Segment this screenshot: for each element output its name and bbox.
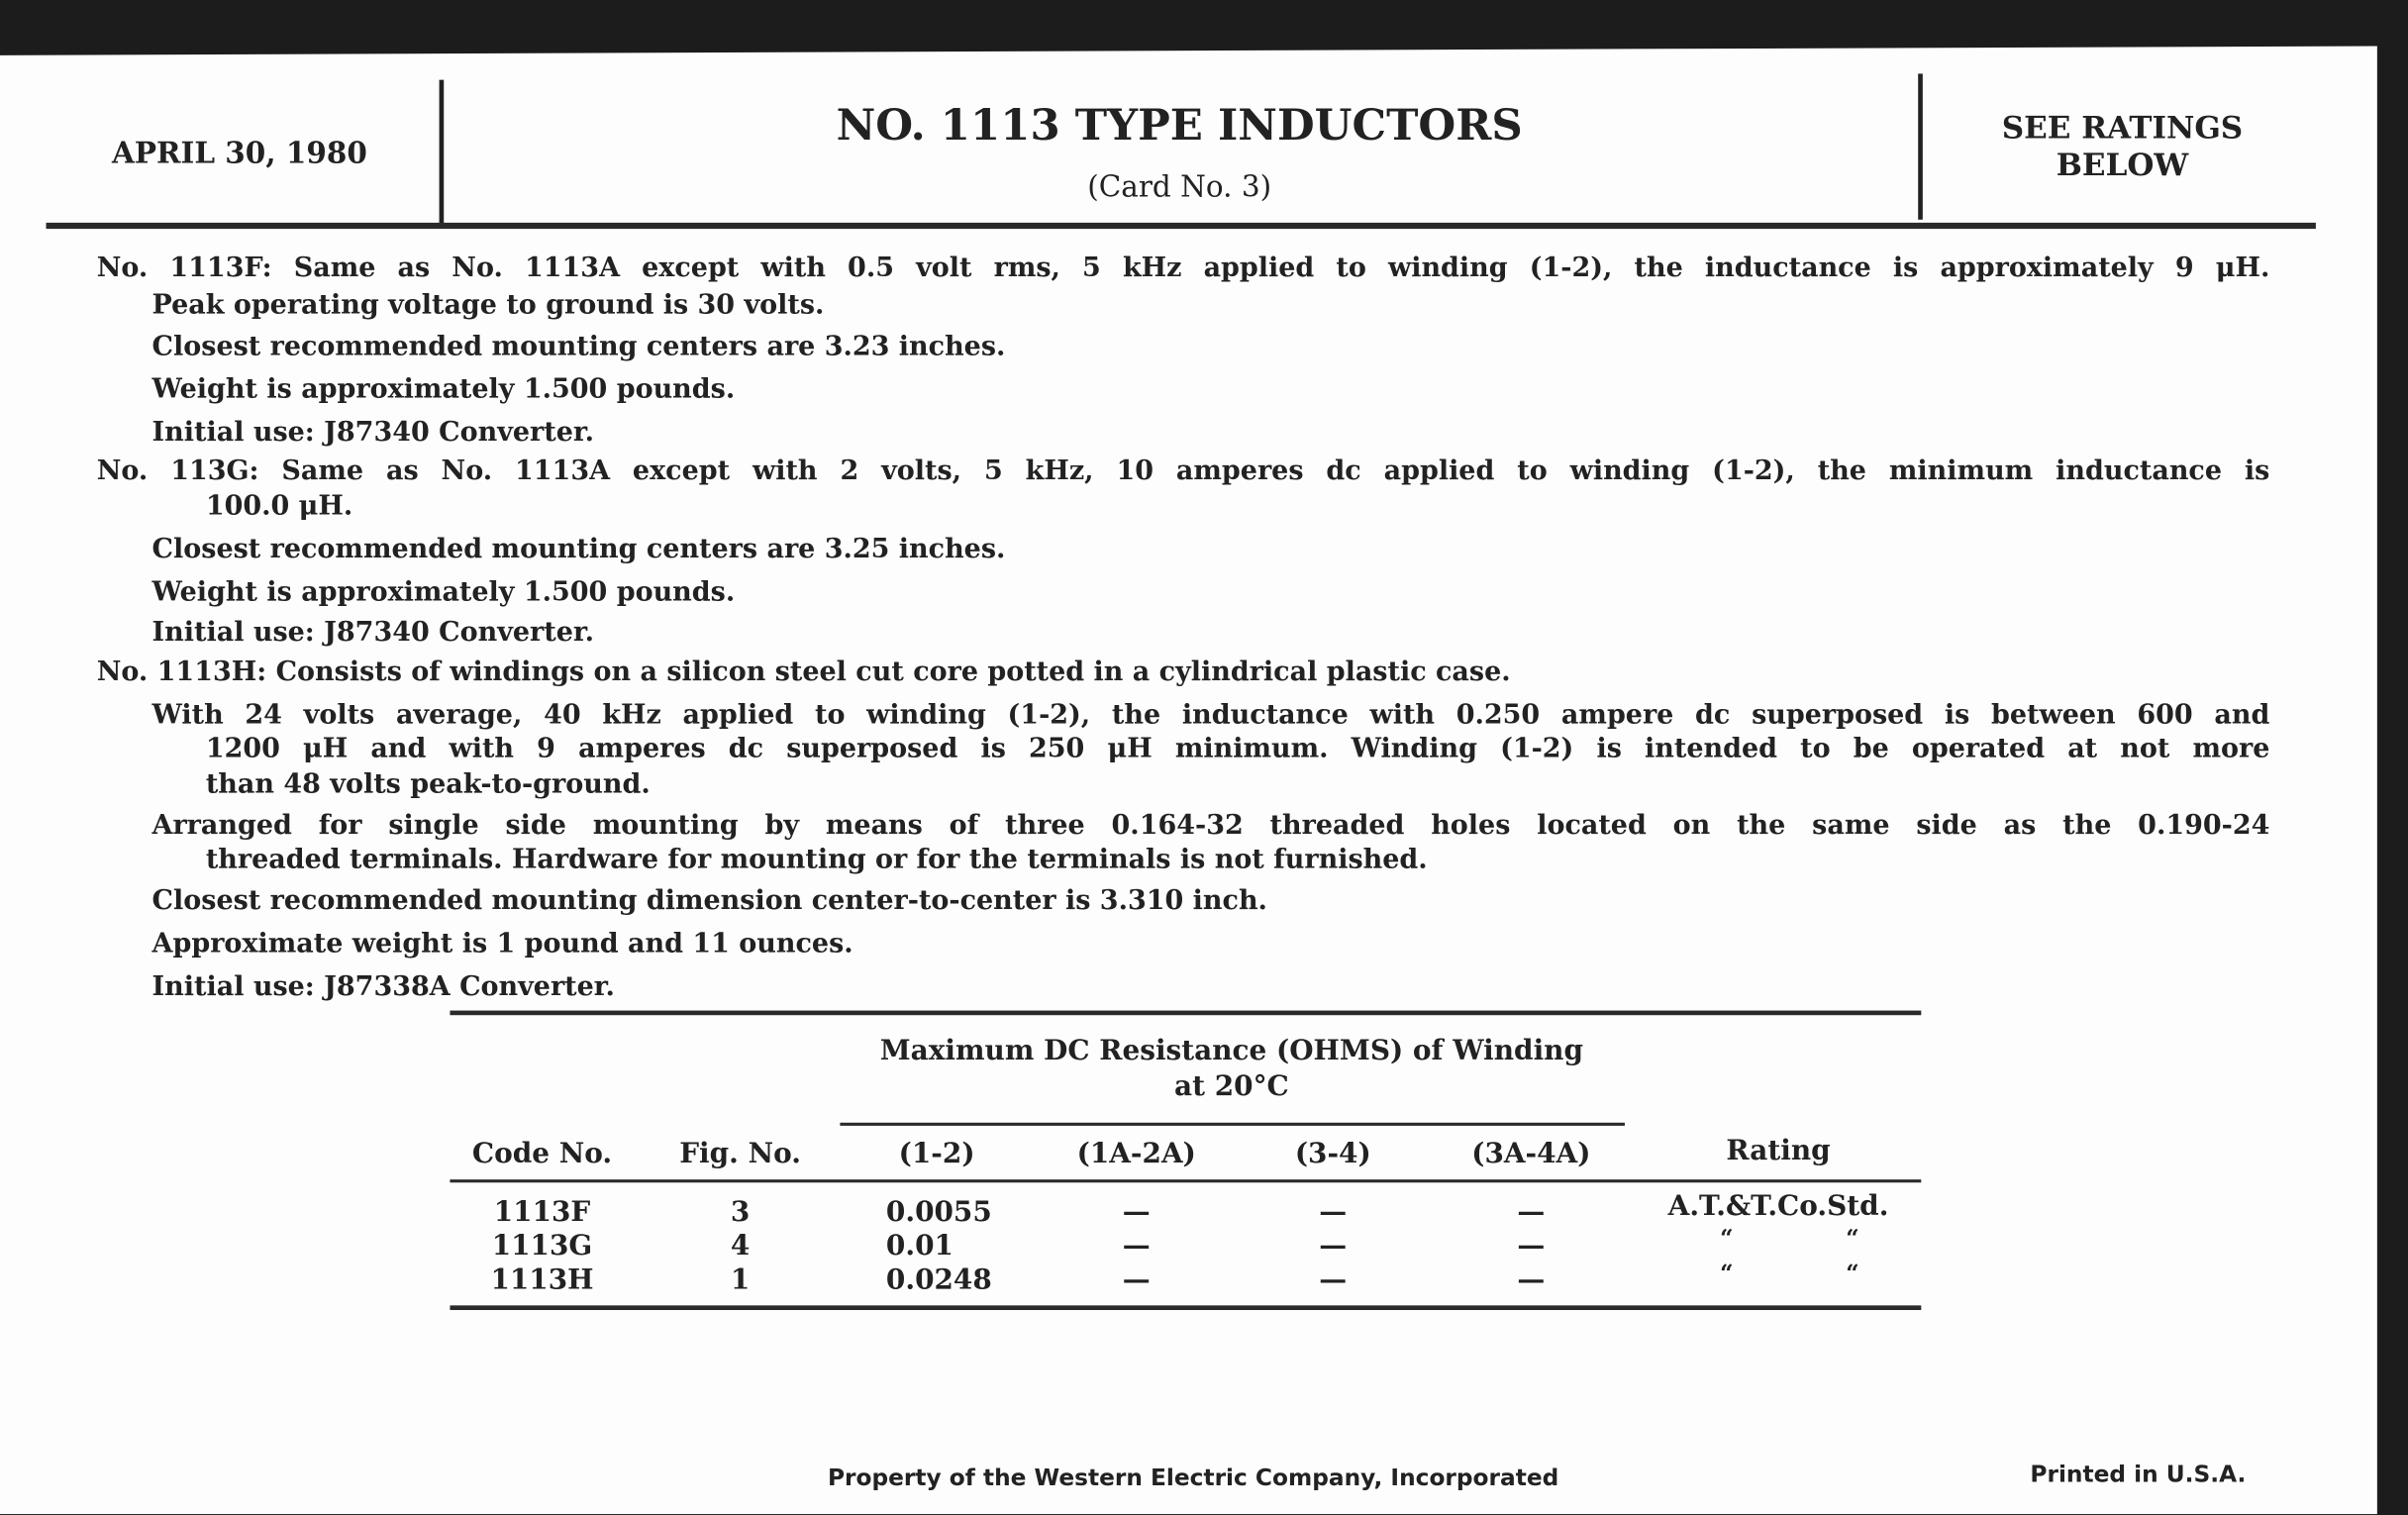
cell-r12: 0.01	[885, 1230, 953, 1262]
group-header-rule	[840, 1123, 1625, 1126]
cell-rating: A.T.&T.Co.Std.	[1667, 1190, 1889, 1223]
cell-code: 1113G	[491, 1230, 593, 1262]
card-date: APRIL 30, 1980	[112, 137, 367, 171]
rating-note-line1: SEE RATINGS	[2001, 109, 2244, 147]
spec-1113g-line: Closest recommended mounting centers are 3.25 inches.	[151, 534, 1006, 565]
cell-fig: 4	[730, 1230, 751, 1262]
table-bottom-rule	[450, 1305, 1921, 1310]
header-row-rule	[450, 1179, 1921, 1182]
cell-r12: 0.0055	[885, 1196, 992, 1229]
spec-1113f-line: Closest recommended mounting centers are 3.23 inches.	[151, 332, 1006, 363]
ditto-mark: “	[1720, 1259, 1734, 1287]
spec-1113f-line: No. 1113F: Same as No. 1113A except with 0.5 volt rms, 5 kHz applied to winding (1-2), the inductance is approximately 9 μH.	[96, 252, 2270, 284]
spec-1113h-line: Closest recommended mounting dimension center-to-center is 3.310 inch.	[151, 885, 1267, 917]
ditto-mark: “	[1720, 1224, 1734, 1253]
spec-1113h-line: Arranged for single side mounting by means of three 0.164-32 threaded holes located on the same side as the 0.190-24	[151, 810, 2270, 842]
spec-1113g-line: 100.0 μH.	[205, 491, 353, 523]
col-header-1-2: (1-2)	[898, 1138, 975, 1170]
header-divider-left	[440, 80, 445, 228]
spec-1113g-line: Initial use: J87340 Converter.	[151, 617, 595, 649]
spec-1113f-line: Peak operating voltage to ground is 30 volts.	[151, 290, 825, 322]
cell-fig: 1	[730, 1263, 751, 1297]
spec-1113h-line: Initial use: J87338A Converter.	[151, 971, 615, 1003]
spec-1113h-line: than 48 volts peak-to-ground.	[205, 769, 651, 801]
spec-1113f-line: Initial use: J87340 Converter.	[151, 417, 595, 449]
resistance-group-header: Maximum DC Resistance (OHMS) of Winding	[879, 1035, 1584, 1067]
ditto-mark: “	[1846, 1259, 1859, 1287]
cell-r34: —	[1319, 1196, 1348, 1229]
header-divider-right	[1918, 73, 1923, 219]
rating-note-line2: BELOW	[2056, 146, 2189, 183]
cell-r34: —	[1319, 1263, 1348, 1297]
spec-1113h-line: With 24 volts average, 40 kHz applied to winding (1-2), the inductance with 0.250 ampere dc superposed is between 600 and	[151, 700, 2270, 732]
spec-1113f-line: Weight is approximately 1.500 pounds.	[151, 374, 736, 406]
spec-1113h-line: 1200 μH and with 9 amperes dc superposed is 250 μH minimum. Winding (1-2) is intended to be operated at not more	[205, 734, 2270, 765]
table-top-rule	[450, 1011, 1921, 1016]
cell-r34: —	[1319, 1230, 1348, 1262]
cell-r1a2a: —	[1122, 1263, 1151, 1297]
header-rule	[47, 223, 2316, 229]
col-header-fig: Fig. No.	[679, 1138, 801, 1170]
col-header-code: Code No.	[471, 1138, 613, 1170]
spec-1113h-line: No. 1113H: Consists of windings on a silicon steel cut core potted in a cylindrical plastic case.	[96, 656, 1511, 688]
spec-1113h-line: threaded terminals. Hardware for mounting or for the terminals is not furnished.	[205, 845, 1428, 876]
cell-r3a4a: —	[1517, 1196, 1546, 1229]
cell-code: 1113H	[490, 1263, 594, 1297]
cell-r3a4a: —	[1517, 1230, 1546, 1262]
cell-r12: 0.0248	[885, 1263, 992, 1297]
col-header-1a-2a: (1A-2A)	[1076, 1138, 1196, 1170]
page-title: NO. 1113 TYPE INDUCTORS	[836, 99, 1523, 151]
spec-1113h-line: Approximate weight is 1 pound and 11 ounces.	[151, 929, 853, 960]
ditto-mark: “	[1846, 1224, 1859, 1253]
footer-property: Property of the Western Electric Company, Incorporated	[827, 1464, 1559, 1492]
cell-code: 1113F	[493, 1196, 591, 1229]
card-number: (Card No. 3)	[1087, 170, 1272, 205]
col-header-3-4: (3-4)	[1294, 1138, 1371, 1170]
cell-r1a2a: —	[1122, 1196, 1151, 1229]
cell-r3a4a: —	[1517, 1263, 1546, 1297]
spec-1113g-line: No. 113G: Same as No. 1113A except with 2 volts, 5 kHz, 10 amperes dc applied to winding (1-2), the minimum inductance is	[96, 455, 2270, 487]
col-header-3a-4a: (3A-4A)	[1471, 1138, 1591, 1170]
col-header-rating: Rating	[1726, 1135, 1831, 1167]
cell-r1a2a: —	[1122, 1230, 1151, 1262]
cell-fig: 3	[730, 1196, 751, 1229]
footer-printed: Printed in U.S.A.	[2030, 1461, 2247, 1488]
resistance-group-temp: at 20°C	[1174, 1070, 1289, 1103]
spec-1113g-line: Weight is approximately 1.500 pounds.	[151, 577, 736, 609]
